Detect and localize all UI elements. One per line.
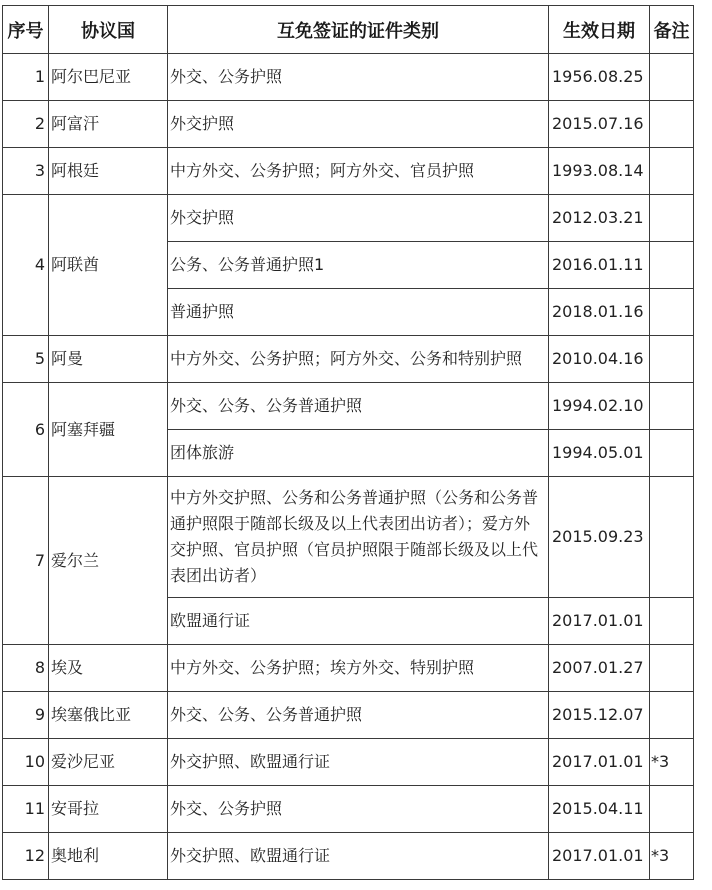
document-type: 外交、公务、公务普通护照 <box>168 692 549 739</box>
table-row <box>3 148 694 195</box>
country-name: 埃及 <box>49 645 168 692</box>
effective-date: 1956.08.25 <box>549 54 650 101</box>
document-type: 外交、公务护照 <box>168 786 549 833</box>
effective-date: 2015.12.07 <box>549 692 650 739</box>
document-type: 外交护照 <box>168 101 549 148</box>
table-row <box>3 833 694 880</box>
effective-date: 2015.09.23 <box>549 477 650 598</box>
document-type: 中方外交、公务护照；埃方外交、特别护照 <box>168 645 549 692</box>
table-row <box>3 383 694 430</box>
note-cell <box>650 477 694 598</box>
row-number: 11 <box>3 786 49 833</box>
effective-date: 2007.01.27 <box>549 645 650 692</box>
document-type: 外交护照 <box>168 195 549 242</box>
row-number: 6 <box>3 383 49 477</box>
note-cell <box>650 195 694 242</box>
table-row <box>3 477 694 598</box>
note-cell <box>650 430 694 477</box>
note-cell <box>650 786 694 833</box>
header-doc-type: 互免签证的证件类别 <box>168 6 549 54</box>
note-cell <box>650 289 694 336</box>
row-number: 7 <box>3 477 49 645</box>
country-name: 阿塞拜疆 <box>49 383 168 477</box>
effective-date: 2017.01.01 <box>549 833 650 880</box>
note-cell: *3 <box>650 833 694 880</box>
effective-date: 1993.08.14 <box>549 148 650 195</box>
table-row <box>3 786 694 833</box>
row-number: 5 <box>3 336 49 383</box>
document-type: 中方外交、公务护照；阿方外交、公务和特别护照 <box>168 336 549 383</box>
effective-date: 2016.01.11 <box>549 242 650 289</box>
country-name: 阿富汗 <box>49 101 168 148</box>
effective-date: 2017.01.01 <box>549 739 650 786</box>
document-type: 团体旅游 <box>168 430 549 477</box>
note-cell <box>650 148 694 195</box>
effective-date: 2015.07.16 <box>549 101 650 148</box>
row-number: 2 <box>3 101 49 148</box>
row-number: 3 <box>3 148 49 195</box>
country-name: 阿联酋 <box>49 195 168 336</box>
table-row <box>3 195 694 242</box>
table-row <box>3 692 694 739</box>
document-type: 欧盟通行证 <box>168 598 549 645</box>
document-type: 外交、公务、公务普通护照 <box>168 383 549 430</box>
effective-date: 2010.04.16 <box>549 336 650 383</box>
note-cell <box>650 54 694 101</box>
header-note: 备注 <box>650 6 694 54</box>
row-number: 9 <box>3 692 49 739</box>
table-body <box>3 54 694 880</box>
row-number: 8 <box>3 645 49 692</box>
row-number: 12 <box>3 833 49 880</box>
note-cell <box>650 598 694 645</box>
effective-date: 2017.01.01 <box>549 598 650 645</box>
header-effective-date: 生效日期 <box>549 6 650 54</box>
note-cell <box>650 336 694 383</box>
visa-exemption-table <box>2 5 694 880</box>
country-name: 安哥拉 <box>49 786 168 833</box>
document-type: 中方外交、公务护照；阿方外交、官员护照 <box>168 148 549 195</box>
effective-date: 2018.01.16 <box>549 289 650 336</box>
document-type: 外交护照、欧盟通行证 <box>168 739 549 786</box>
effective-date: 1994.02.10 <box>549 383 650 430</box>
effective-date: 2015.04.11 <box>549 786 650 833</box>
header-no: 序号 <box>3 6 49 54</box>
note-cell <box>650 101 694 148</box>
country-name: 阿根廷 <box>49 148 168 195</box>
note-cell <box>650 645 694 692</box>
document-type: 公务、公务普通护照1 <box>168 242 549 289</box>
row-number: 1 <box>3 54 49 101</box>
note-cell <box>650 242 694 289</box>
effective-date: 2012.03.21 <box>549 195 650 242</box>
row-number: 4 <box>3 195 49 336</box>
table-row <box>3 336 694 383</box>
table-row <box>3 54 694 101</box>
header-country: 协议国 <box>49 6 168 54</box>
document-type: 普通护照 <box>168 289 549 336</box>
row-number: 10 <box>3 739 49 786</box>
note-cell <box>650 692 694 739</box>
table-row <box>3 101 694 148</box>
effective-date: 1994.05.01 <box>549 430 650 477</box>
country-name: 阿尔巴尼亚 <box>49 54 168 101</box>
note-cell <box>650 383 694 430</box>
document-type: 外交护照、欧盟通行证 <box>168 833 549 880</box>
country-name: 埃塞俄比亚 <box>49 692 168 739</box>
country-name: 爱尔兰 <box>49 477 168 645</box>
header-row <box>3 6 694 54</box>
country-name: 阿曼 <box>49 336 168 383</box>
note-cell: *3 <box>650 739 694 786</box>
table-row <box>3 739 694 786</box>
country-name: 奥地利 <box>49 833 168 880</box>
country-name: 爱沙尼亚 <box>49 739 168 786</box>
document-type: 外交、公务护照 <box>168 54 549 101</box>
document-type: 中方外交护照、公务和公务普通护照（公务和公务普通护照限于随部长级及以上代表团出访者）；爱方外交护照、官员护照（官员护照限于随部长级及以上代表团出访者） <box>168 477 549 598</box>
table-row <box>3 645 694 692</box>
